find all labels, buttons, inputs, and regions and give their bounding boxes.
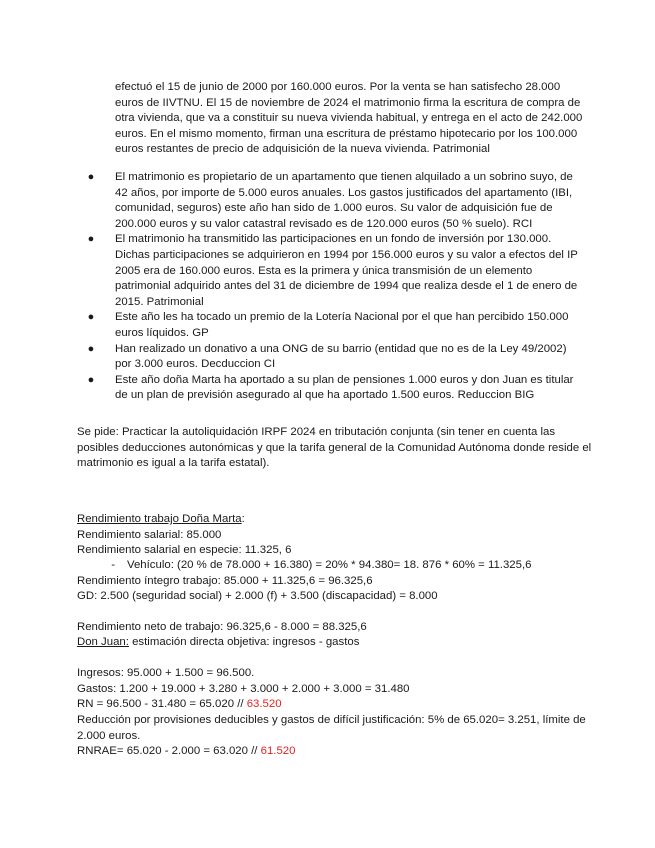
marta-line: Rendimiento salarial en especie: 11.325, 6 [77, 544, 292, 556]
list-item: ● El matrimonio ha transmitido las participaciones en un fondo de inversión por 130.000. Dichas participaciones se adquirieron en 1994 por 156.000 euros y su valor a efectos del IP 2005 era de 160.000 euros. Esta es la primera y única transmisión de un elemento patrimonial adquirido antes del 31 de diciembre de 1994 que realiza desde el 1 de enero de 2015. Patrimonial [87, 233, 578, 308]
se-pide-paragraph: Se pide: Practicar la autoliquidación IRPF 2024 en tributación conjunta (sin tener en cuenta las posibles deducciones autonómicas y que la tarifa general de la Comunidad Autónoma donde reside el matrimonio es igual a la tarifa estatal). [77, 426, 592, 470]
marta-line: Rendimiento salarial: 85.000 [77, 529, 222, 541]
intro-continuation: efectuó el 15 de junio de 2000 por 160.000 euros. Por la venta se han satisfecho 28.000 euros de IIVTNU. El 15 de noviembre de 2024 el matrimonio firma la escritura de compra de otra vivienda, que va a constituir su nueva vivienda habitual, y entrega en el acto de 242.000 euros. En el mismo momento, firman una escritura de préstamo hipotecario por los 100.000 euros restantes de precio de adquisición de la nueva vivienda. Patrimonial [115, 81, 583, 156]
bullet-icon: ● [87, 233, 95, 246]
marta-line: Rendimiento íntegro trabajo: 85.000 + 11.325,6 = 96.325,6 [77, 575, 373, 587]
list-item: ● Este año doña Marta ha aportado a su plan de pensiones 1.000 euros y don Juan es titular de un plan de previsión asegurado al que ha aportado 1.500 euros. Reduccion BIG [87, 373, 574, 402]
marta-line: Rendimiento neto de trabajo: 96.325,6 - 8.000 = 88.325,6 [77, 621, 367, 633]
dash-mark: - [111, 559, 115, 571]
marta-dash-line: - Vehículo: (20 % de 78.000 + 16.380) = 20% * 94.380= 18. 876 * 60% = 11.325,6 [77, 558, 531, 574]
juan-rnrae: RNRAE= 65.020 - 2.000 = 63.020 // 61.520 [77, 745, 296, 757]
bullet-list [0, 170, 600, 404]
bullet-icon: ● [87, 342, 95, 355]
list-item: ● Han realizado un donativo a una ONG de su barrio (entidad que no es de la Ley 49/2002) por 3.000 euros. Decduccion CI [87, 342, 567, 371]
bullet-icon: ● [87, 171, 95, 183]
bullet-icon: ● [87, 311, 95, 324]
marta-heading: Rendimiento trabajo Doña Marta: [77, 513, 245, 525]
list-item: ● El matrimonio es propietario de un apartamento que tienen alquilado a un sobrino suyo, de 42 años, por importe de 5.000 euros anuales. Los gastos justificados del apartamento (IBI, comunidad, seguros) este año han sido de 1.000 euros. Su valor de adquisición fue de 200.000 euros y su valor catastral revisado es de 120.000 euros (50 % suelo). RCI [87, 171, 573, 230]
bullet-icon: ● [87, 373, 95, 386]
juan-gastos: Gastos: 1.200 + 19.000 + 3.280 + 3.000 + 2.000 + 3.000 = 31.480 [77, 683, 410, 695]
list-item: ● Este año les ha tocado un premio de la Lotería Nacional por el que han percibido 150.000 euros líquidos. GP [87, 311, 569, 339]
marta-line: GD: 2.500 (seguridad social) + 2.000 (f) + 3.500 (discapacidad) = 8.000 [77, 590, 438, 602]
juan-heading: Don Juan: estimación directa objetiva: ingresos - gastos [77, 636, 360, 648]
juan-reduccion: Reducción por provisiones deducibles y gastos de difícil justificación: 5% de 65.020= 3.251, límite de 2.000 euros. [77, 714, 586, 742]
juan-ingresos: Ingresos: 95.000 + 1.500 = 96.500. [77, 667, 255, 679]
juan-rn: RN = 96.500 - 31.480 = 65.020 // 63.520 [77, 698, 282, 710]
